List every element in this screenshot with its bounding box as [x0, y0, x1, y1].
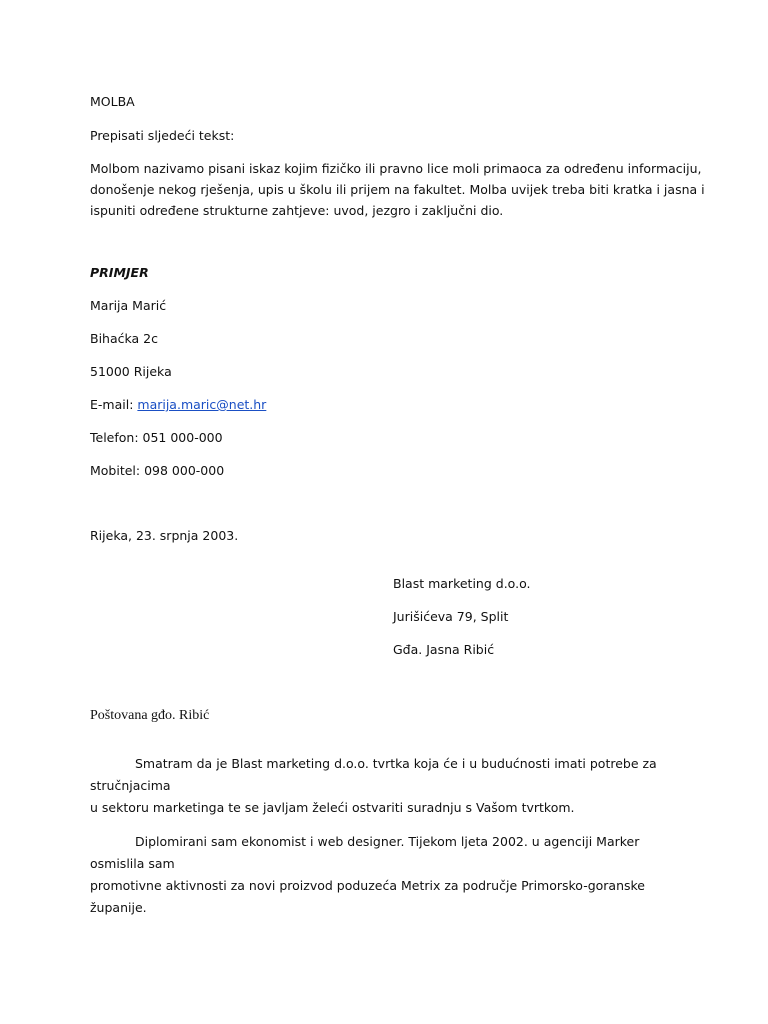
intro-line: ispuniti određene strukturne zahtjeve: uvod, jezgro i zaključni dio.	[90, 203, 504, 218]
task-instruction: Prepisati sljedeći tekst:	[90, 128, 235, 143]
paragraph-line: u sektoru marketinga te se javljam želeći ostvariti suradnju s Vašom tvrtkom.	[90, 800, 575, 815]
email-link[interactable]: marija.maric@net.hr	[137, 397, 267, 412]
recipient-person: Gđa. Jasna Ribić	[393, 642, 495, 657]
example-label: PRIMJER	[90, 265, 149, 280]
sender-name: Marija Marić	[90, 298, 167, 313]
document-heading: MOLBA	[90, 94, 135, 109]
sender-phone: Telefon: 051 000-000	[90, 430, 223, 445]
sender-street: Bihaćka 2c	[90, 331, 158, 346]
sender-city: 51000 Rijeka	[90, 364, 172, 379]
email-label: E-mail:	[90, 397, 134, 412]
sender-email-row	[90, 395, 266, 415]
paragraph-line: promotivne aktivnosti za novi proizvod poduzeća Metrix za područje Primorsko-goranske županije.	[90, 878, 645, 915]
letter-date: Rijeka, 23. srpnja 2003.	[90, 528, 239, 543]
salutation: Poštovana gđo. Ribić	[90, 708, 210, 723]
intro-line: donošenje nekog rješenja, upis u školu ili prijem na fakultet. Molba uvijek treba biti kratka i jasna i	[90, 182, 705, 197]
body-paragraph-2	[90, 831, 680, 919]
intro-line: Molbom nazivamo pisani iskaz kojim fizičko ili pravno lice moli primaoca za određenu informaciju,	[90, 161, 702, 176]
recipient-address: Jurišićeva 79, Split	[393, 609, 509, 624]
recipient-company: Blast marketing d.o.o.	[393, 576, 531, 591]
intro-paragraph	[90, 158, 705, 221]
paragraph-line: Diplomirani sam ekonomist i web designer. Tijekom ljeta 2002. u agenciji Marker osmislila sam	[90, 834, 640, 871]
body-paragraph-1	[90, 753, 680, 819]
paragraph-line: Smatram da je Blast marketing d.o.o. tvrtka koja će i u budućnosti imati potrebe za stručnjacima	[90, 756, 657, 793]
sender-mobile: Mobitel: 098 000-000	[90, 463, 225, 478]
